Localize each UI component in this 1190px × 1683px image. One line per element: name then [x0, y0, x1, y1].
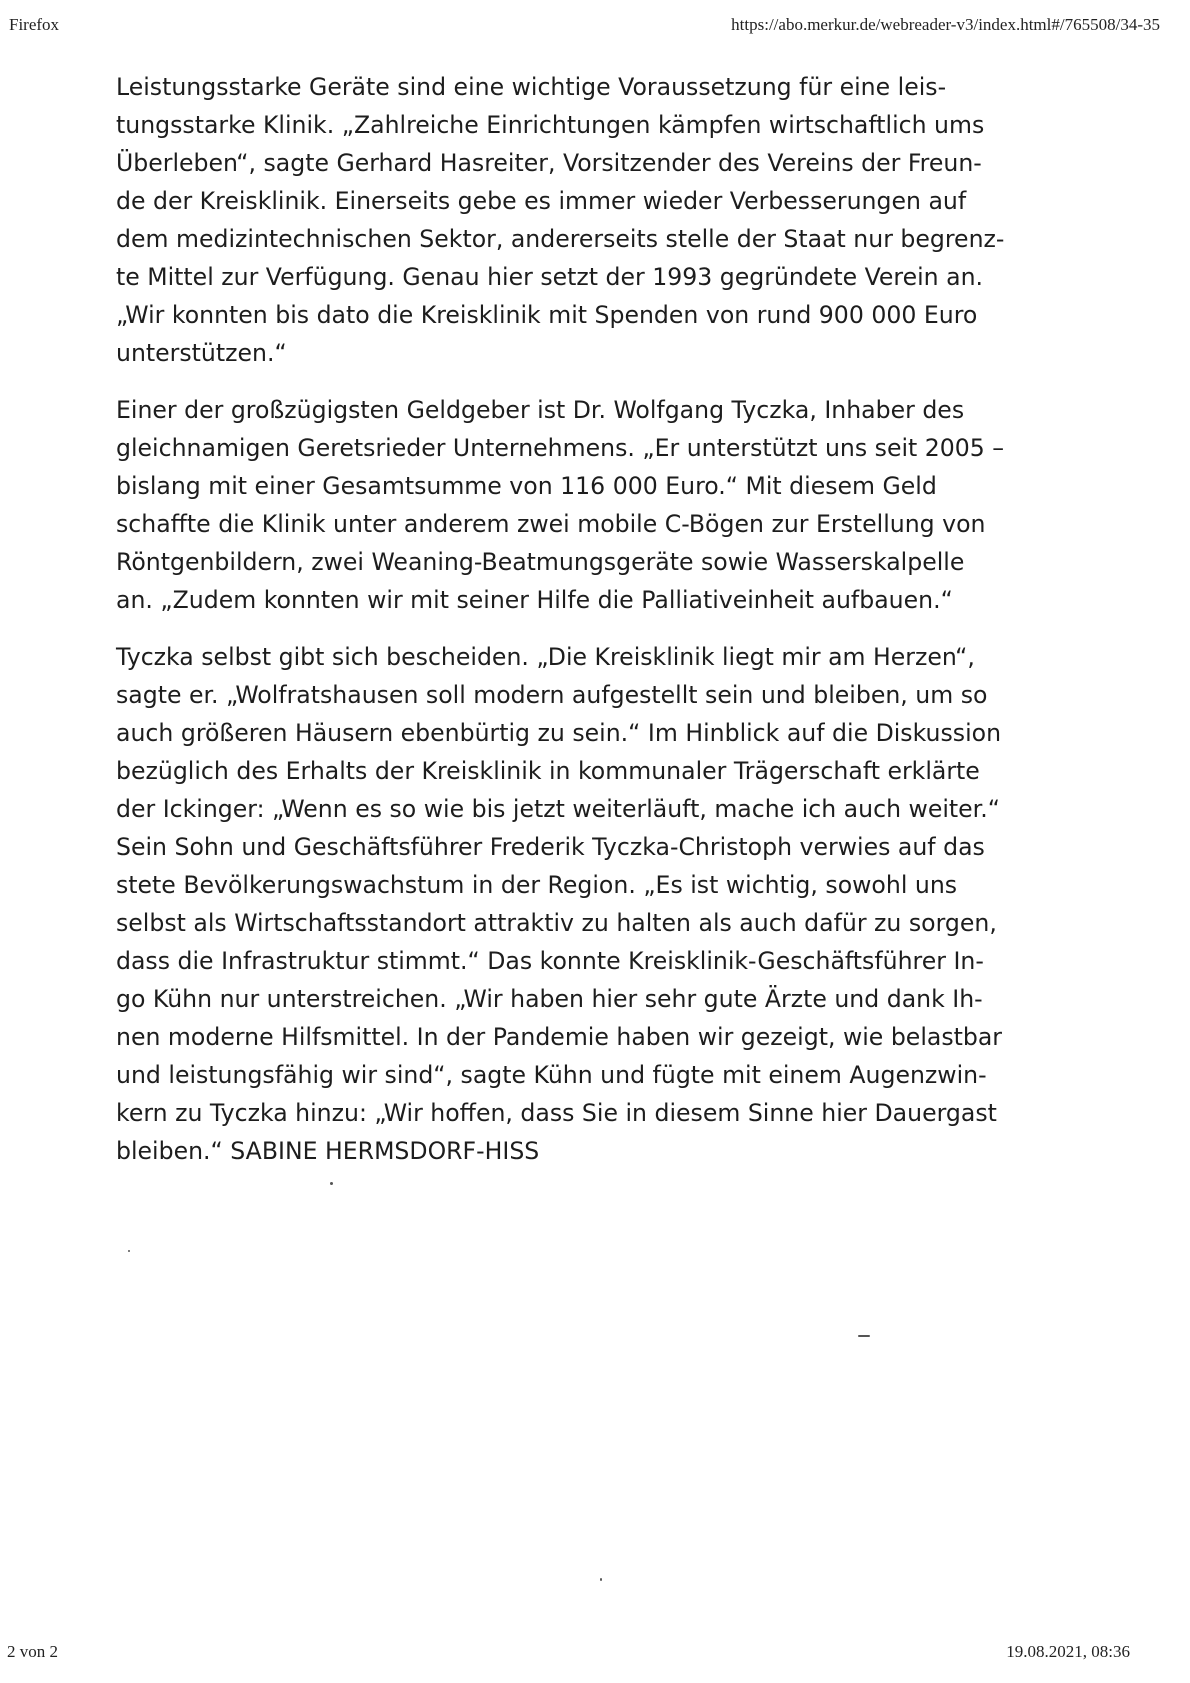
- text-line: Tyczka selbst gibt sich bescheiden. „Die Kreisklinik liegt mir am Herzen“,: [116, 643, 975, 671]
- page-url: https://abo.merkur.de/webreader-v3/index.html#/765508/34-35: [731, 15, 1160, 34]
- text-line: Sein Sohn und Geschäftsführer Frederik Tyczka-Christoph verwies auf das: [116, 833, 985, 861]
- text-line: go Kühn nur unterstreichen. „Wir haben hier sehr gute Ärzte und dank Ih-: [116, 985, 983, 1013]
- text-line: bezüglich des Erhalts der Kreisklinik in kommunaler Trägerschaft erklärte: [116, 757, 980, 785]
- text-line: gleichnamigen Geretsrieder Unternehmens. „Er unterstützt uns seit 2005 –: [116, 434, 1005, 462]
- text-line: selbst als Wirtschaftsstandort attraktiv zu halten als auch dafür zu sorgen,: [116, 909, 997, 937]
- text-line: Überleben“, sagte Gerhard Hasreiter, Vorsitzender des Vereins der Freun-: [116, 149, 982, 177]
- text-line: der Ickinger: „Wenn es so wie bis jetzt weiterläuft, mache ich auch weiter.“: [116, 795, 1000, 823]
- article-paragraph: [116, 638, 1066, 1170]
- text-line: sagte er. „Wolfratshausen soll modern aufgestellt sein und bleiben, um so: [116, 681, 988, 709]
- text-line: „Wir konnten bis dato die Kreisklinik mit Spenden von rund 900 000 Euro: [116, 301, 978, 329]
- text-line: de der Kreisklinik. Einerseits gebe es immer wieder Verbesserungen auf: [116, 187, 967, 215]
- text-line: schaffte die Klinik unter anderem zwei mobile C-Bögen zur Erstellung von: [116, 510, 986, 538]
- text-line: Leistungsstarke Geräte sind eine wichtige Voraussetzung für eine leis-: [116, 73, 947, 101]
- text-line: auch größeren Häusern ebenbürtig zu sein.“ Im Hinblick auf die Diskussion: [116, 719, 1002, 747]
- scan-speck: [128, 1250, 130, 1252]
- scan-speck: [858, 1335, 870, 1337]
- text-line: Einer der großzügigsten Geldgeber ist Dr. Wolfgang Tyczka, Inhaber des: [116, 396, 965, 424]
- print-datetime: 19.08.2021, 08:36: [1006, 1642, 1130, 1661]
- text-line: kern zu Tyczka hinzu: „Wir hoffen, dass Sie in diesem Sinne hier Dauergast: [116, 1099, 997, 1127]
- scan-speck: [330, 1182, 333, 1185]
- text-line: bleiben.“ SABINE HERMSDORF-HISS: [116, 1137, 540, 1165]
- browser-name: Firefox: [9, 15, 60, 34]
- text-line: unterstützen.“: [116, 339, 287, 367]
- text-line: nen moderne Hilfsmittel. In der Pandemie haben wir gezeigt, wie belastbar: [116, 1023, 1003, 1051]
- text-line: tungsstarke Klinik. „Zahlreiche Einrichtungen kämpfen wirtschaftlich ums: [116, 111, 985, 139]
- text-line: bislang mit einer Gesamtsumme von 116 000 Euro.“ Mit diesem Geld: [116, 472, 937, 500]
- scan-speck: [600, 1578, 602, 1581]
- text-line: dem medizintechnischen Sektor, andererseits stelle der Staat nur begrenz-: [116, 225, 1005, 253]
- text-line: dass die Infrastruktur stimmt.“ Das konnte Kreisklinik-Geschäftsführer In-: [116, 947, 984, 975]
- text-line: te Mittel zur Verfügung. Genau hier setzt der 1993 gegründete Verein an.: [116, 263, 984, 291]
- article-paragraph: [116, 391, 1066, 619]
- article-body: [116, 68, 1066, 1189]
- text-line: Röntgenbildern, zwei Weaning-Beatmungsgeräte sowie Wasserskalpelle: [116, 548, 965, 576]
- article-paragraph: [116, 68, 1066, 372]
- text-line: stete Bevölkerungswachstum in der Region. „Es ist wichtig, sowohl uns: [116, 871, 958, 899]
- text-line: und leistungsfähig wir sind“, sagte Kühn und fügte mit einem Augenzwin-: [116, 1061, 987, 1089]
- page-number: 2 von 2: [7, 1642, 58, 1661]
- text-line: an. „Zudem konnten wir mit seiner Hilfe die Palliativeinheit aufbauen.“: [116, 586, 953, 614]
